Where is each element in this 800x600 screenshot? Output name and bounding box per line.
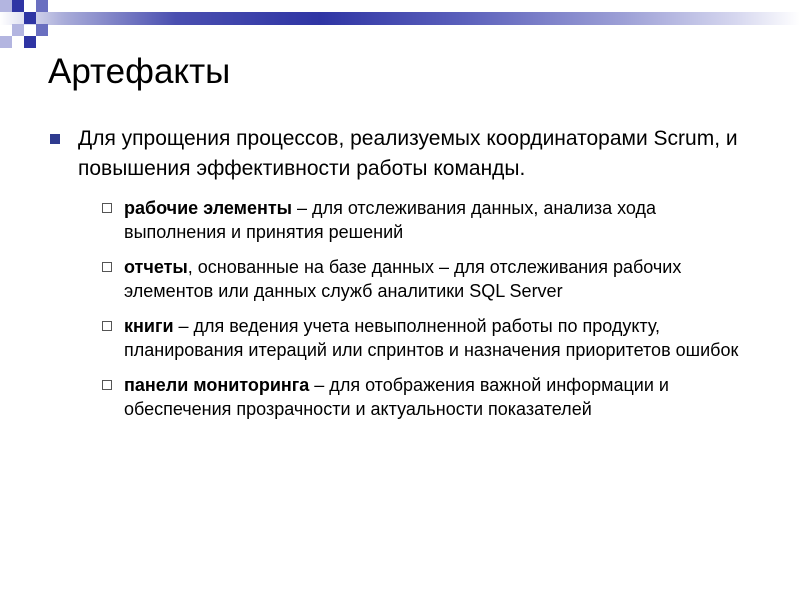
square-bullet-icon	[50, 134, 60, 144]
hollow-square-bullet-icon	[102, 380, 112, 390]
main-bullet-text: Для упрощения процессов, реализуемых координаторами Scrum, и повышения эффективности работы команды.	[78, 127, 738, 180]
decor-square	[24, 36, 36, 48]
sub-bullet-item	[94, 314, 748, 362]
main-bullet-item	[48, 124, 748, 421]
sub-item-text: – для отслеживания данных, анализа хода выполнения и принятия решений	[124, 198, 657, 242]
decor-square	[0, 0, 12, 12]
sub-item-text: – для ведения учета невыполненной работы по продукту, планирования итераций или спринтов и назначения приоритетов ошибок	[124, 316, 739, 360]
sub-item-text: , основанные на базе данных – для отслеживания рабочих элементов или данных служб аналитики SQL Server	[124, 257, 682, 301]
hollow-square-bullet-icon	[102, 321, 112, 331]
decor-square	[0, 36, 12, 48]
bullet-list	[48, 124, 748, 432]
sub-item-term: книги	[124, 316, 174, 336]
sub-item-term: рабочие элементы	[124, 198, 293, 218]
decor-square	[12, 0, 24, 12]
slide-title: Артефакты	[48, 52, 231, 91]
sub-bullet-item	[94, 255, 748, 303]
sub-item-text: – для отображения важной информации и обеспечения прозрачности и актуальности показателей	[124, 375, 669, 419]
sub-bullet-list	[78, 196, 748, 421]
decor-square	[36, 24, 48, 36]
sub-bullet-item	[94, 373, 748, 421]
decor-square	[12, 24, 24, 36]
header-gradient-bar	[0, 12, 800, 25]
sub-bullet-item	[94, 196, 748, 244]
hollow-square-bullet-icon	[102, 203, 112, 213]
hollow-square-bullet-icon	[102, 262, 112, 272]
decor-square	[36, 0, 48, 12]
sub-item-term: отчеты	[124, 257, 188, 277]
sub-item-term: панели мониторинга	[124, 375, 310, 395]
decor-square	[24, 12, 36, 24]
